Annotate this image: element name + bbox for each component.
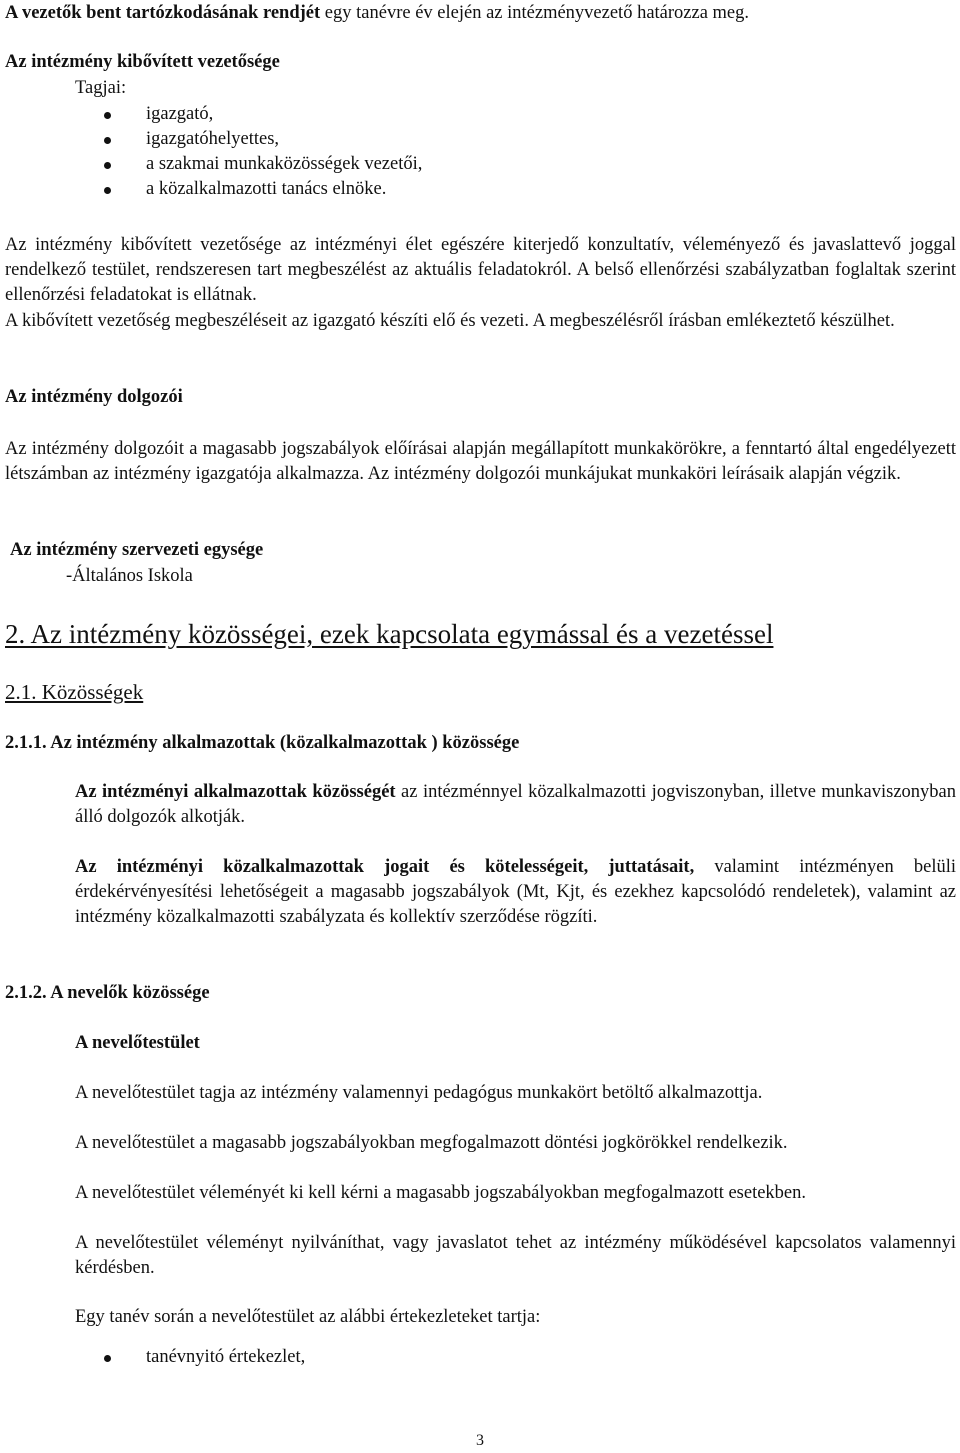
attendance-bold: A vezetők bent tartózkodásának rendjét — [5, 3, 321, 23]
board-meetings-intro: Egy tanév során a nevelőtestület az alábbi értekezleteket tartja: — [75, 1307, 541, 1327]
board-proposal-paragraph: A nevelőtestület véleményt nyilváníthat, vagy javaslatot tehet az intézmény működésével kapcsolatos valamennyi kérdésben. — [75, 1233, 956, 1278]
section-2-1-2-heading: 2.1.2. A nevelők közössége — [5, 983, 210, 1003]
attendance-rest: egy tanévre év elején az intézményvezető határozza meg. — [320, 3, 750, 23]
section-2-heading: 2. Az intézmény közösségei, ezek kapcsolata egymással és a vezetéssel — [5, 619, 774, 649]
section-2-1-1-heading: 2.1.1. Az intézmény alkalmazottak (közalkalmazottak ) közössége — [5, 733, 520, 753]
org-unit-item: -Általános Iskola — [66, 566, 193, 586]
section-2-1-heading: 2.1. Közösségek — [5, 680, 144, 704]
list-item: tanévnyitó értekezlet, — [104, 1345, 305, 1370]
members-label: Tagjai: — [75, 78, 127, 98]
teachers-board-title: A nevelőtestület — [75, 1033, 200, 1053]
bullet-icon — [104, 1355, 111, 1362]
board-opinion-paragraph: A nevelőtestület véleményét ki kell kérni a magasabb jogszabályokban megfogalmazott esetekben. — [75, 1183, 807, 1203]
bullet-icon — [104, 137, 111, 144]
ext-mgmt-meetings-paragraph: A kibővített vezetőség megbeszéléseit az igazgató készíti elő és vezeti. A megbeszélésről írásban emlékeztető készülhet. — [5, 311, 895, 331]
bullet-icon — [104, 112, 111, 119]
bullet-icon — [104, 162, 111, 169]
page-number: 3 — [476, 1432, 484, 1449]
list-item: a szakmai munkaközösségek vezetői, — [104, 152, 422, 177]
board-powers-paragraph: A nevelőtestület a magasabb jogszabályokban megfogalmazott döntési jogkörökkel rendelkezik. — [75, 1133, 788, 1153]
staff-title: Az intézmény dolgozói — [5, 387, 183, 407]
attendance-line — [5, 1, 955, 26]
employees-rights-paragraph: Az intézményi közalkalmazottak jogait és kötelességeit, juttatásait, valamint intézményen belüli érdekérvényesítési lehetőségeit a magasabb jogszabályok (Mt, Kjt, és ezekhez kapcsolódó rendeletek), valamint az intézmény közalkalmazotti szabályzata és kollektív szerződése rögzíti. — [75, 857, 956, 927]
ext-mgmt-title: Az intézmény kibővített vezetősége — [5, 52, 280, 72]
list-item: a közalkalmazotti tanács elnöke. — [104, 177, 422, 202]
board-members-paragraph: A nevelőtestület tagja az intézmény valamennyi pedagógus munkakört betöltő alkalmazottja. — [75, 1083, 763, 1103]
org-unit-title: Az intézmény szervezeti egysége — [10, 540, 264, 560]
staff-paragraph: Az intézmény dolgozóit a magasabb jogszabályok előírásai alapján megállapított munkakörökre, a fenntartó által engedélyezett létszámban az intézmény igazgatója alkalmazza. Az intézmény dolgozói munkájukat munkaköri leírásaik alapján végzik. — [5, 439, 956, 484]
ext-mgmt-paragraph: Az intézmény kibővített vezetősége az intézményi élet egészére kiterjedő konzultatív, véleményező és javaslattevő joggal rendelkező testület, rendszeresen tart megbeszélést az aktuális feladatokról. A belső ellenőrzési szabályzatban foglaltak szerint ellenőrzési feladatokat is ellátnak. — [5, 235, 956, 305]
members-list — [104, 102, 422, 202]
list-item: igazgató, — [104, 102, 422, 127]
meetings-list — [104, 1345, 305, 1370]
employees-community-paragraph: Az intézményi alkalmazottak közösségét az intézménnyel közalkalmazotti jogviszonyban, illetve munkaviszonyban álló dolgozók alkotják. — [75, 782, 956, 827]
bullet-icon — [104, 187, 111, 194]
list-item: igazgatóhelyettes, — [104, 127, 422, 152]
